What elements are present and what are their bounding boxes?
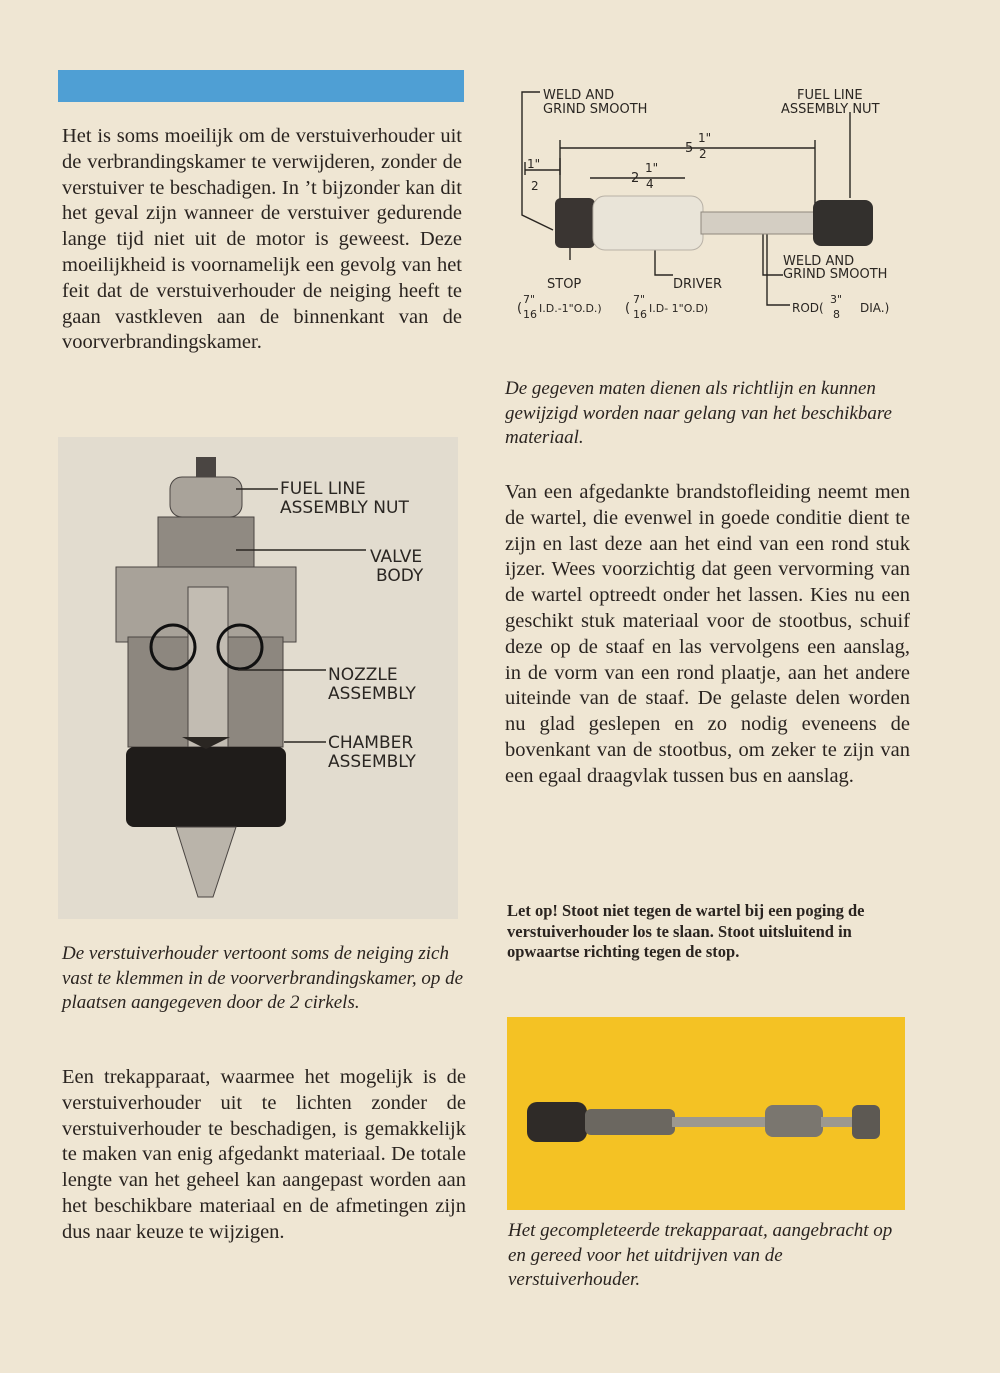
weld-bottom-label-2: GRIND SMOOTH bbox=[783, 267, 888, 282]
weld-top-label-1: WELD AND bbox=[543, 88, 615, 103]
dim-quarter-num: 1" bbox=[645, 161, 659, 175]
driver-label: DRIVER bbox=[673, 277, 723, 292]
rod-frac-den: 8 bbox=[833, 308, 840, 321]
stop-frac-den: 16 bbox=[523, 308, 537, 321]
warning-note: Let op! Stoot niet tegen de wartel bij een poging de verstuiverhouder los te slaan. Stoot uitsluitend in opwaartse richting tegen de stop. bbox=[507, 901, 865, 961]
fuel-line-label-2: ASSEMBLY NUT bbox=[280, 498, 409, 518]
fuel-line-label-1: FUEL LINE bbox=[280, 479, 366, 499]
dim-quarter-den: 4 bbox=[646, 177, 654, 191]
puller-intro-paragraph: Een trekapparaat, waarmee het mogelijk is de verstuiverhouder uit te lichten zonder de verstuiverhouder te beschadigen, is gemakkelijk te maken van enig afgedankt materiaal. De totale lengte van het geheel kan aangepast worden aan het beschikbare materiaal en de afmetingen zijn dus naar keuze te wijzigen. bbox=[62, 1066, 466, 1243]
puller-dimension-diagram bbox=[505, 80, 915, 340]
nozzle-label-1: NOZZLE bbox=[328, 665, 398, 685]
dim-half-num: 1" bbox=[527, 157, 541, 171]
stop-label: STOP bbox=[547, 277, 582, 292]
driver-spec: I.D- 1"O.D) bbox=[649, 302, 709, 315]
dim-half-den: 2 bbox=[531, 179, 539, 193]
driver-frac-den: 16 bbox=[633, 308, 647, 321]
section-header-bar bbox=[58, 70, 464, 102]
dimension-caption: De gegeven maten dienen als richtlijn en kunnen gewijzigd worden naar gelang van het beschikbare materiaal. bbox=[505, 378, 892, 448]
rod-dia: DIA.) bbox=[860, 301, 890, 315]
intro-paragraph: Het is soms moeilijk om de verstuiverhouder uit de verbrandingskamer te verwijderen, zonder de verstuiver te beschadigen. In ’t bijzonder kan dit het geval zijn wanneer de verstuiver gedurende lange tijd niet uit de motor is geweest. Deze moeilijkheid is voornamelijk een gevolg van het feit dat de verstuiverhouder de neiging heeft te gaan vastkleven aan de binnenkant van de voorverbrandingskamer. bbox=[62, 125, 462, 354]
chamber-label-2: ASSEMBLY bbox=[328, 752, 416, 772]
svg-text:(: ( bbox=[517, 301, 523, 316]
dim-total-num: 1" bbox=[698, 131, 712, 145]
chamber-label-1: CHAMBER bbox=[328, 733, 414, 753]
fuel-line-label-2: ASSEMBLY NUT bbox=[781, 102, 880, 117]
puller-tool-image bbox=[527, 1102, 880, 1142]
weld-bottom-label-1: WELD AND bbox=[783, 254, 855, 269]
nozzle-label-2: ASSEMBLY bbox=[328, 684, 416, 704]
diagram-tool bbox=[555, 196, 873, 250]
valve-label-2: BODY bbox=[376, 566, 424, 586]
stop-spec: I.D.-1"O.D.) bbox=[539, 302, 602, 315]
rod-frac-num: 3" bbox=[830, 293, 843, 306]
dim-quarter-whole: 2 bbox=[631, 171, 640, 186]
cross-section-body bbox=[116, 457, 296, 897]
construction-paragraph: Van een afgedankte brandstofleiding neemt men de wartel, die evenwel in goede conditie dient te zijn en last deze aan het eind van een rond stuk ijzer. Wees voorzichtig dat geen vervorming van de wartel optreedt onder het lassen. Kies nu een geschikt stuk materiaal voor de stootbus, schuif deze op de staaf en las vervolgens een aanslag, in de vorm van een rond plaatje, aan het andere uiteinde van de staaf. De gelaste delen worden nu glad geslepen en zo nodig eveneens de bovenkant van de stootbus, om zeker te zijn van een egaal draagvlak tussen bus en aanslag. bbox=[505, 481, 910, 787]
completed-puller-photo bbox=[507, 1017, 905, 1210]
valve-label-1: VALVE bbox=[370, 547, 423, 567]
stop-frac-num: 7" bbox=[523, 293, 536, 306]
weld-top-label-2: GRIND SMOOTH bbox=[543, 102, 648, 117]
nozzle-holder-cross-section bbox=[58, 437, 458, 919]
cross-section-caption: De verstuiverhouder vertoont soms de neiging zich vast te klemmen in de voorverbrandingskamer, op de plaatsen aangegeven door de 2 cirkels. bbox=[62, 943, 464, 1013]
svg-text:(: ( bbox=[625, 301, 631, 316]
dim-total-whole: 5 bbox=[685, 141, 694, 156]
photo-caption: Het gecompleteerde trekapparaat, aangebracht op en gereed voor het uitdrijven van de verstuiverhouder. bbox=[508, 1220, 893, 1290]
driver-frac-num: 7" bbox=[633, 293, 646, 306]
dim-total-den: 2 bbox=[699, 147, 707, 161]
fuel-line-label-1: FUEL LINE bbox=[797, 88, 863, 103]
rod-label: ROD( bbox=[792, 301, 824, 315]
